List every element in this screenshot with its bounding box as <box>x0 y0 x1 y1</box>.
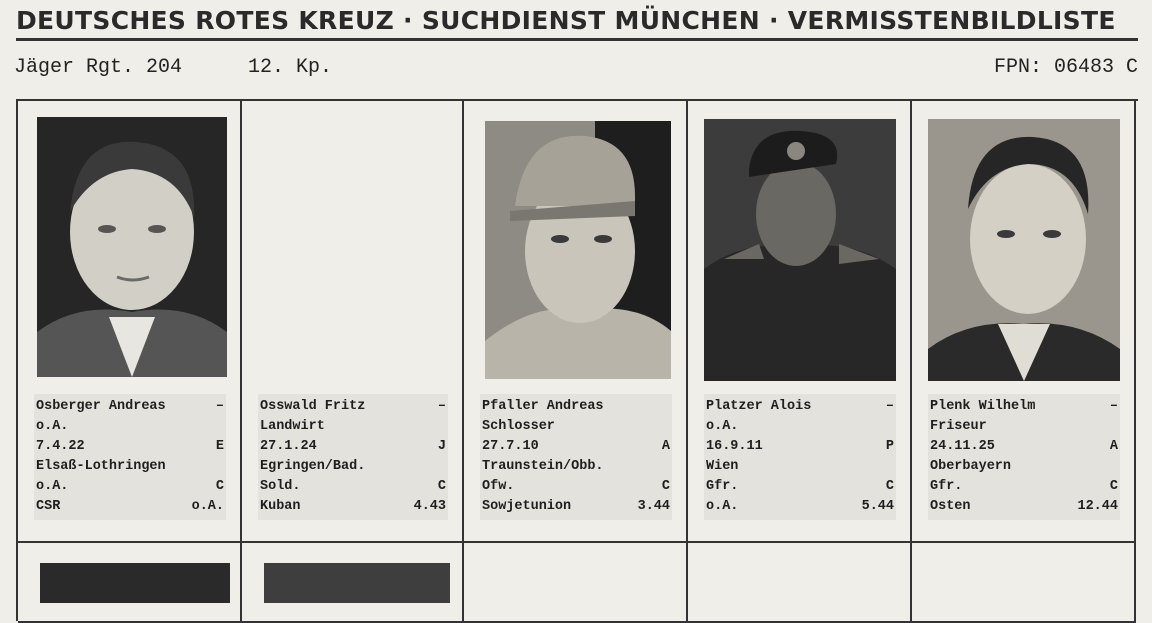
person-photo <box>704 119 896 381</box>
missing-date: 4.43 <box>413 499 446 514</box>
document-title: DEUTSCHES ROTES KREUZ · SUCHDIENST MÜNCHEN · VERMISSTENBILDLISTE <box>16 4 1138 41</box>
person-photo <box>37 117 227 377</box>
missing-place: Sowjetunion <box>482 499 572 514</box>
birth-date: 24.11.25 <box>930 439 995 454</box>
person-name: Plenk Wilhelm <box>930 399 1036 414</box>
missing-persons-grid <box>16 99 1138 621</box>
person-details <box>258 394 448 520</box>
missing-date: 5.44 <box>861 499 894 514</box>
name-mark: – <box>437 399 446 414</box>
person-card <box>464 101 688 543</box>
rank: Gfr. <box>706 479 739 494</box>
person-card <box>688 101 912 543</box>
person-card <box>242 543 464 623</box>
rank-code: C <box>885 479 894 494</box>
rank-code: C <box>437 479 446 494</box>
person-card <box>242 101 464 543</box>
occupation: Landwirt <box>260 419 325 434</box>
unit-info-row <box>14 56 1138 86</box>
birth-code: P <box>885 439 894 454</box>
birth-date: 16.9.11 <box>706 439 763 454</box>
person-photo <box>40 563 230 603</box>
person-details <box>928 394 1120 520</box>
missing-place: Osten <box>930 499 971 514</box>
person-card <box>18 101 242 543</box>
person-name: Pfaller Andreas <box>482 399 604 414</box>
birth-date: 7.4.22 <box>36 439 85 454</box>
rank-code: C <box>215 479 224 494</box>
rank: Ofw. <box>482 479 515 494</box>
occupation: o.A. <box>36 419 69 434</box>
field-post-number: FPN: 06483 C <box>993 56 1138 79</box>
birth-date: 27.7.10 <box>482 439 539 454</box>
rank: Gfr. <box>930 479 963 494</box>
regiment-label: Jäger Rgt. 204 <box>14 56 183 79</box>
birth-code: A <box>1109 439 1118 454</box>
name-mark: – <box>215 399 224 414</box>
rank: Sold. <box>260 479 301 494</box>
origin: Wien <box>706 459 739 474</box>
missing-place: Kuban <box>260 499 301 514</box>
person-name: Platzer Alois <box>706 399 812 414</box>
missing-date: 3.44 <box>637 499 670 514</box>
rank: o.A. <box>36 479 69 494</box>
birth-code: J <box>437 439 446 454</box>
birth-code: A <box>661 439 670 454</box>
person-photo <box>928 119 1120 381</box>
birth-date: 27.1.24 <box>260 439 317 454</box>
rank-code: C <box>661 479 670 494</box>
occupation: o.A. <box>706 419 739 434</box>
origin: Traunstein/Obb. <box>482 459 604 474</box>
person-card <box>912 543 1136 623</box>
person-photo <box>264 563 450 603</box>
occupation: Friseur <box>930 419 987 434</box>
company-label: 12. Kp. <box>248 56 333 79</box>
person-photo <box>485 121 671 379</box>
person-details <box>480 394 672 520</box>
name-mark: – <box>885 399 894 414</box>
occupation: Schlosser <box>482 419 555 434</box>
person-card <box>688 543 912 623</box>
origin: Egringen/Bad. <box>260 459 366 474</box>
person-name: Osswald Fritz <box>260 399 366 414</box>
rank-code: C <box>1109 479 1118 494</box>
person-card <box>912 101 1136 543</box>
name-mark: – <box>1109 399 1118 414</box>
person-card <box>464 543 688 623</box>
missing-place: CSR <box>36 499 61 514</box>
origin: Oberbayern <box>930 459 1012 474</box>
birth-code: E <box>215 439 224 454</box>
person-card <box>18 543 242 623</box>
missing-place: o.A. <box>706 499 739 514</box>
person-details <box>34 394 226 520</box>
missing-date: o.A. <box>191 499 224 514</box>
person-details <box>704 394 896 520</box>
person-name: Osberger Andreas <box>36 399 166 414</box>
missing-date: 12.44 <box>1077 499 1118 514</box>
origin: Elsaß-Lothringen <box>36 459 166 474</box>
